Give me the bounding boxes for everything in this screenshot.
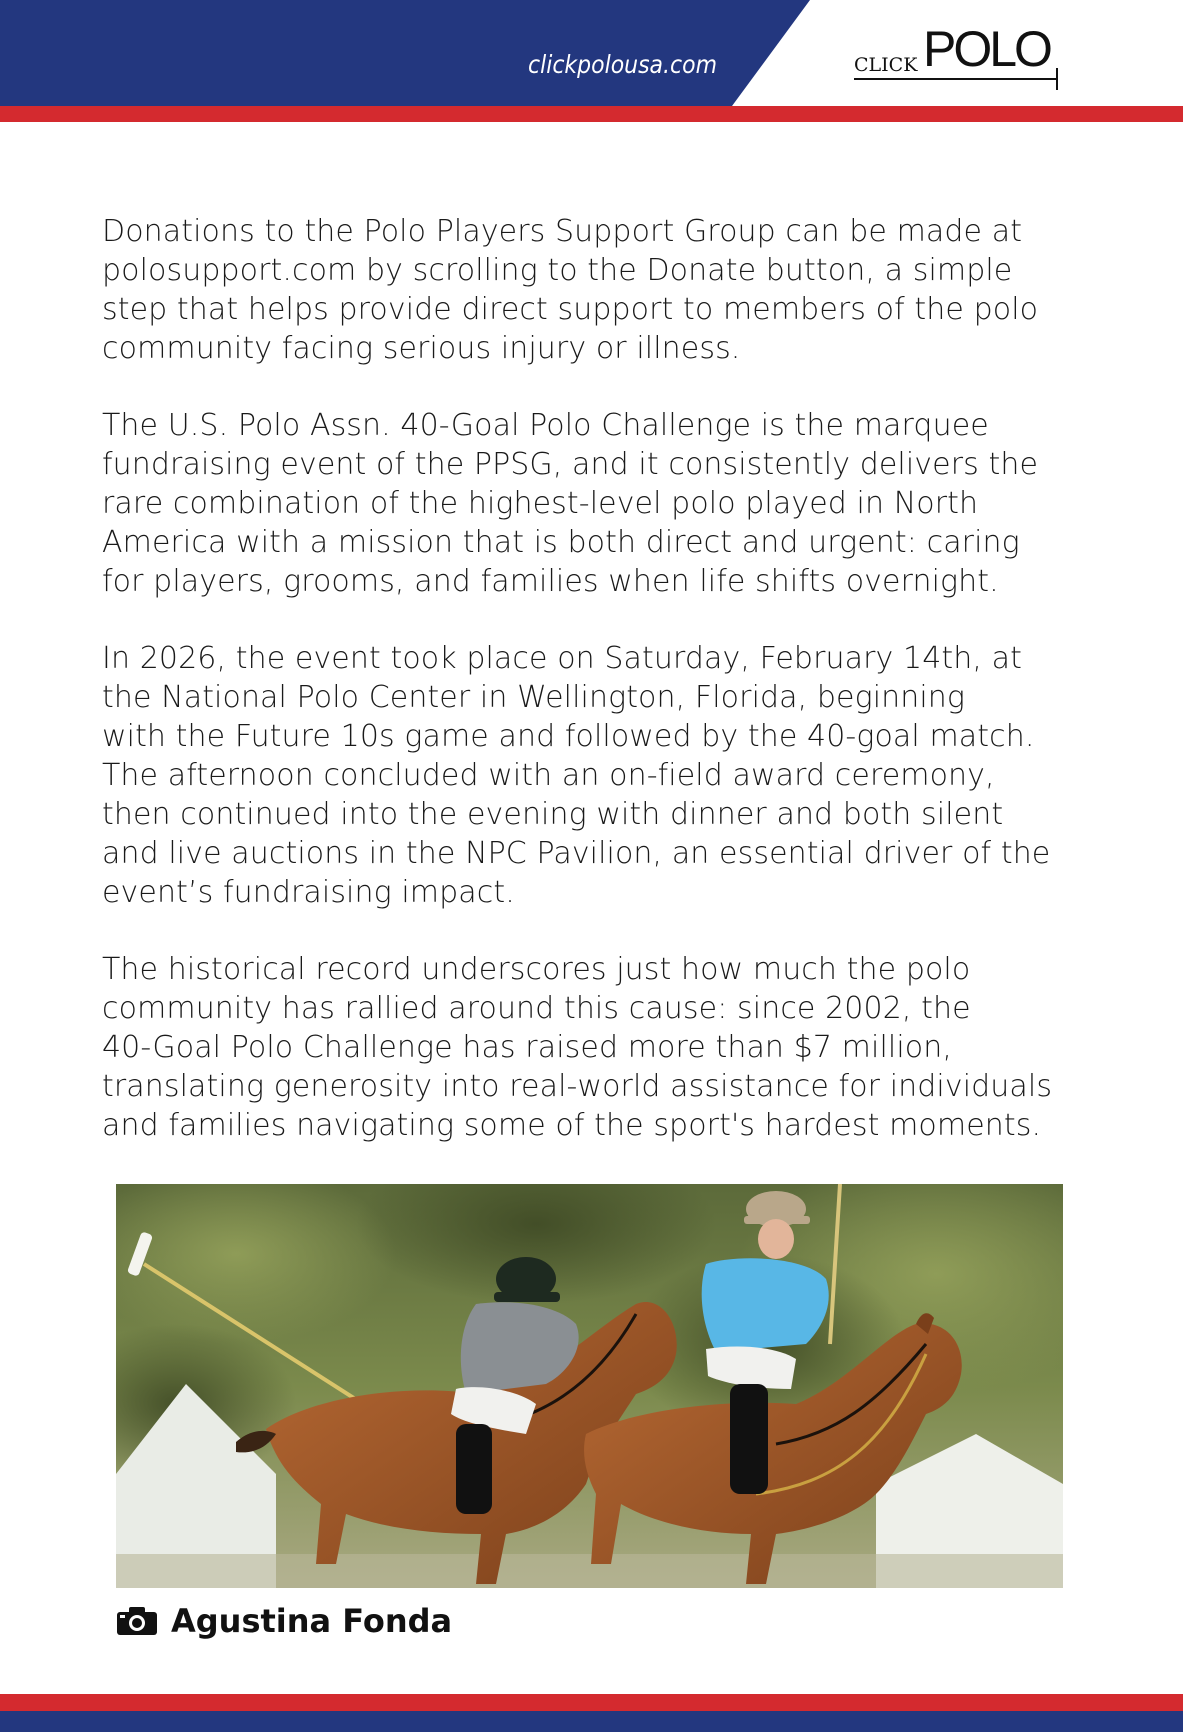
camera-icon [116, 1606, 158, 1636]
footer-red-stripe [0, 1694, 1183, 1711]
article-paragraph: Donations to the Polo Players Support Group can be made at polosupport.com by scrolling to the Donate button, a simple step that helps provide direct support to members of the polo community facing serious injury or illness. [102, 214, 1039, 366]
article-paragraph: The historical record underscores just how much the polo community has rallied around this cause: since 2002, the 40-Goal Polo Challenge has raised more than $7 million, translating generosity into real-world assistance for individuals and families navigating some of the sport's hardest moments. [102, 952, 1053, 1143]
logo-underline [854, 78, 1058, 80]
article-paragraph: The U.S. Polo Assn. 40-Goal Polo Challenge is the marquee fundraising event of the PPSG, and it consistently delivers the rare combination of the highest-level polo played in North America with a mission that is both direct and urgent: caring for players, grooms, and families when life shifts overnight. [102, 408, 1039, 599]
logo-word-polo: POLO [923, 21, 1050, 77]
footer-blue-stripe [0, 1711, 1183, 1732]
photo-credit [116, 1600, 452, 1642]
page-header [0, 0, 1183, 122]
photographer-name: Agustina Fonda [171, 1602, 453, 1640]
article-body [102, 212, 1062, 1183]
polo-match-photo [116, 1184, 1063, 1588]
clickpolo-logo[interactable] [852, 21, 1062, 94]
site-url-link[interactable]: clickpolousa.com [528, 50, 718, 79]
logo-tick [1056, 68, 1058, 90]
article-paragraph: In 2026, the event took place on Saturday, February 14th, at the National Polo Center in Wellington, Florida, beginning with the Future 10s game and followed by the 40-goal match. The afternoon concluded with an on-field award ceremony, then continued into the evening with dinner and both silent and live auctions in the NPC Pavilion, an essential driver of the event’s fundraising impact. [102, 641, 1051, 910]
logo-word-click: CLICK [854, 54, 918, 76]
